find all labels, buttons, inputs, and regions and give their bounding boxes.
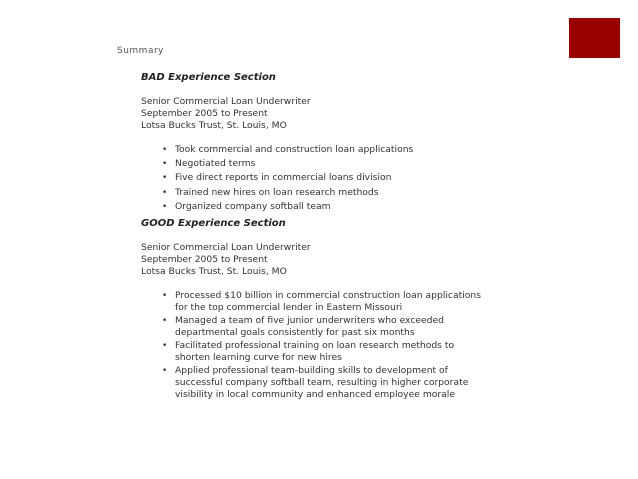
good-job-employer: Lotsa Bucks Trust, St. Louis, MO (141, 265, 287, 277)
bullet-line: Applied professional team-building skills to development of (175, 364, 448, 376)
bullet-dot-icon: • (162, 315, 168, 326)
list-item (141, 172, 541, 184)
good-job-dates: September 2005 to Present (141, 253, 268, 265)
list-item (141, 290, 541, 314)
list-item (141, 144, 541, 156)
bullet-dot-icon: • (162, 340, 168, 351)
bullet-line: for the top commercial lender in Eastern Missouri (175, 301, 403, 313)
good-section-title: GOOD Experience Section (141, 217, 286, 229)
list-item (141, 340, 541, 364)
bad-experience-section (141, 72, 541, 213)
bullet-dot-icon: • (162, 290, 168, 301)
cut-off-heading-text: Summary (117, 46, 164, 56)
bullet-line: Processed $10 billion in commercial construction loan applications (175, 289, 481, 301)
document-body (141, 72, 541, 402)
good-job-title: Senior Commercial Loan Underwriter (141, 241, 311, 253)
bullet-dot-icon: • (162, 365, 168, 376)
list-item (141, 315, 541, 339)
bullet-dot-icon: • (162, 173, 168, 184)
list-item (141, 158, 541, 170)
bad-bullet-list (141, 144, 541, 213)
list-item (141, 365, 541, 401)
bullet-line: Facilitated professional training on loan research methods to (175, 339, 455, 351)
bullet-text: Trained new hires on loan research methods (175, 186, 379, 198)
accent-square (569, 18, 620, 58)
bullet-line: visibility in local community and enhanced employee morale (175, 388, 455, 400)
bad-section-title: BAD Experience Section (141, 72, 276, 83)
bullet-line: shorten learning curve for new hires (175, 351, 342, 363)
list-item (141, 201, 541, 213)
bad-job-dates: September 2005 to Present (141, 108, 268, 119)
list-item (141, 187, 541, 199)
bullet-dot-icon: • (162, 201, 168, 212)
good-job-header (141, 242, 541, 278)
bullet-text: Five direct reports in commercial loans division (175, 172, 392, 184)
bullet-line: Managed a team of five junior underwriters who exceeded (175, 314, 445, 326)
bullet-line: departmental goals consistently for past six months (175, 326, 415, 338)
bullet-text: Took commercial and construction loan applications (175, 144, 414, 155)
good-experience-section (141, 218, 541, 401)
bullet-dot-icon: • (162, 145, 168, 155)
cut-off-heading (117, 46, 164, 57)
bad-job-header (141, 96, 541, 132)
good-bullet-list (141, 290, 541, 401)
bad-job-title: Senior Commercial Loan Underwriter (141, 96, 311, 107)
bullet-text: Negotiated terms (175, 158, 256, 170)
bullet-text: Organized company softball team (175, 200, 331, 212)
bullet-line: successful company softball team, resulting in higher corporate (175, 376, 469, 388)
bullet-dot-icon: • (162, 187, 168, 198)
bad-job-employer: Lotsa Bucks Trust, St. Louis, MO (141, 120, 287, 131)
bullet-dot-icon: • (162, 159, 168, 170)
